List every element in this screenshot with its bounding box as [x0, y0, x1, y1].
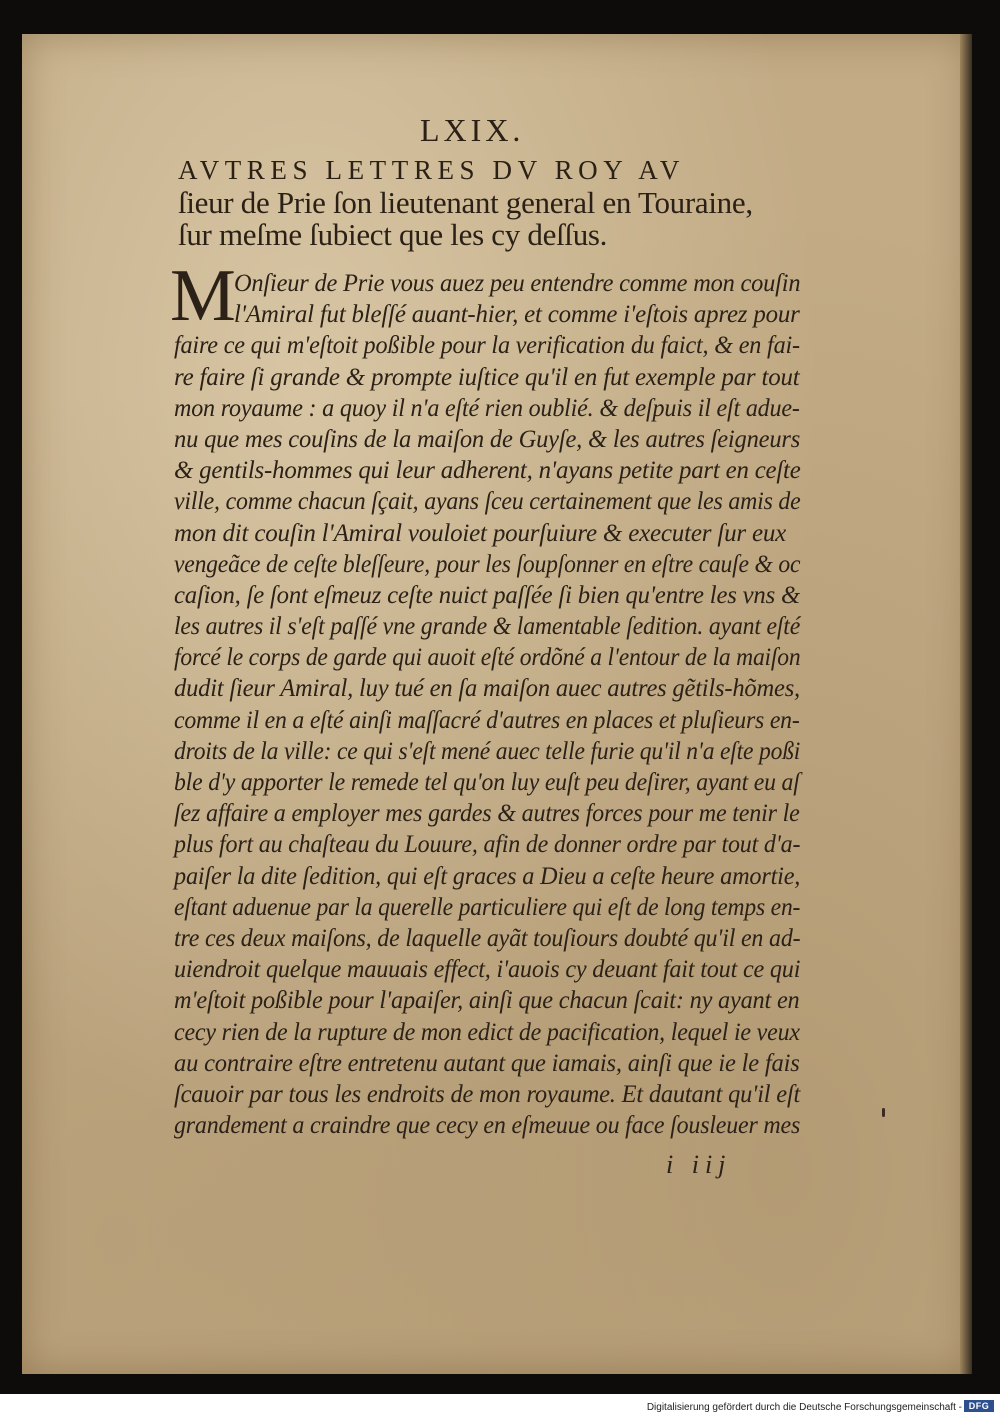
- letter-title: [178, 153, 798, 251]
- title-line-2: ſieur de Prie ſon lieutenant general en Touraine,: [178, 185, 753, 220]
- ink-speck: [882, 1108, 885, 1117]
- body-line: l'Amiral fut bleſſé auant-hier, et comme i'eſtois aprez pour: [234, 301, 800, 329]
- body-line: mon dit couſin l'Amiral vouloiet pourſuiure & executer ſur eux: [174, 519, 787, 547]
- body-line: re faire ſi grande & prompte iuſtice qu'il en fut exemple par tout: [174, 363, 800, 391]
- body-line: plus fort au chaſteau du Louure, afin de donner ordre par tout d'a-: [174, 831, 801, 859]
- title-line-1: AVTRES LETTRES DV ROY AV: [178, 155, 685, 185]
- dfg-logo-icon: DFG: [964, 1400, 994, 1412]
- signature-mark: i iij: [666, 1150, 732, 1179]
- body-line: paiſer la dite ſedition, qui eſt graces a Dieu a ceſte heure amortie,: [174, 862, 801, 890]
- body-line: tre ces deux maiſons, de laquelle ayãt touſiours doubté qu'il en ad-: [174, 924, 801, 952]
- page-edge: [960, 34, 972, 1374]
- folio-number: LXIX.: [420, 112, 525, 148]
- body-line: ville, comme chacun ſçait, ayans ſceu certainement que les amis de: [174, 488, 801, 516]
- body-line: forcé le corps de garde qui auoit eſté ordõné a l'entour de la maiſon: [174, 644, 801, 672]
- body-line: m'eſtoit poßible pour l'apaiſer, ainſi que chacun ſcait: ny ayant en: [174, 987, 800, 1015]
- body-line: cecy rien de la rupture de mon edict de pacification, lequel ie veux: [174, 1018, 800, 1046]
- body-line: nu que mes couſins de la maiſon de Guyſe, & les autres ſeigneurs: [174, 425, 801, 453]
- body-line: & gentils-hommes qui leur adherent, n'ayans petite part en ceſte: [174, 457, 801, 485]
- body-line: droits de la ville: ce qui s'eſt mené auec telle furie qu'il n'a eſte poßi: [174, 737, 801, 765]
- body-line: mon royaume : a quoy il n'a eſté rien oublié. & deſpuis il eſt adue-: [174, 394, 800, 422]
- body-line: grandement a craindre que cecy en eſmeuue ou face ſousleuer mes: [174, 1112, 801, 1140]
- body-line: au contraire eſtre entretenu autant que iamais, ainſi que ie le fais: [174, 1049, 800, 1077]
- body-line: uiendroit quelque mauuais effect, i'auois cy deuant fait tout ce qui: [174, 956, 801, 984]
- letter-body: [170, 255, 801, 1141]
- body-line: comme il en a eſté ainſi maſſacré d'autres en places et pluſieurs en-: [174, 706, 800, 734]
- body-line: faire ce qui m'eſtoit poßible pour la verification du faict, & en fai-: [174, 332, 800, 360]
- body-line: ble d'y apporter le remede tel qu'on luy euſt peu deſirer, ayant eu aſ: [174, 769, 800, 796]
- body-line: dudit ſieur Amiral, luy tué en ſa maiſon auec autres gẽtils-hõmes,: [174, 675, 800, 703]
- body-line: ſcauoir par tous les endroits de mon royaume. Et dautant qu'il eſt: [174, 1080, 801, 1108]
- drop-cap-initial: M: [170, 255, 236, 337]
- body-line: eſtant aduenue par la querelle particuliere qui eſt de long temps en-: [174, 893, 801, 921]
- body-line: ſez affaire a employer mes gardes & autres forces pour me tenir le: [174, 800, 800, 828]
- body-line: caſion, ſe ſont eſmeuz ceſte nuict paſſée ſi bien qu'entre les vns &: [174, 581, 801, 609]
- body-line: les autres il s'eſt paſſé vne grande & lamentable ſedition. ayant eſté: [174, 613, 801, 641]
- title-line-3: ſur meſme ſubiect que les cy deſſus.: [178, 217, 608, 252]
- body-line: Onſieur de Prie vous auez peu entendre comme mon couſin: [234, 270, 801, 297]
- body-line: vengeãce de ceſte bleſſeure, pour les ſoupſonner en eſtre cauſe & oc: [174, 550, 801, 578]
- funding-credit: Digitalisierung gefördert durch die Deutsche Forschungsgemeinschaft -: [646, 1402, 962, 1413]
